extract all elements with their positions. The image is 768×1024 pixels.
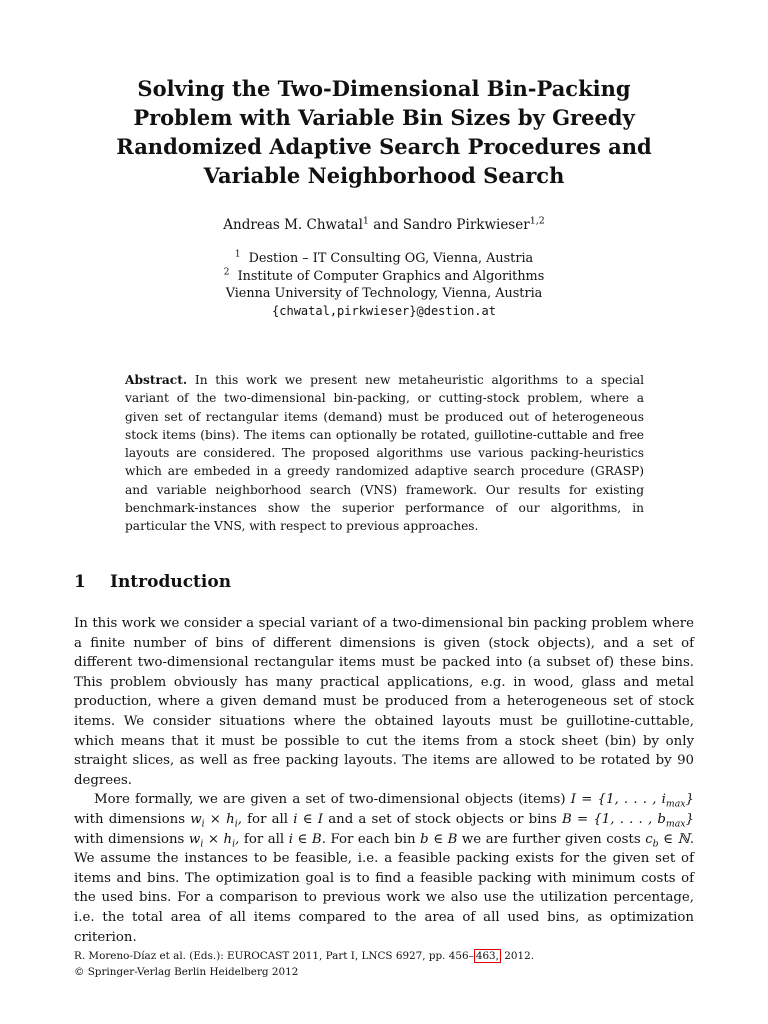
math-item-dims: $w_i \times h_i$,	[190, 811, 242, 830]
title-line-1: Solving the Two-Dimensional Bin-Packing	[137, 76, 631, 101]
citation-year: 2012.	[500, 950, 535, 962]
p2-text-c: for all	[241, 811, 294, 827]
p2-text-d: and a set of stock objects or bins	[323, 811, 563, 827]
p2-text-i: . We assume the instances to be feasible, i.e. a feasible packing exists for the given set of items and bins. The optimization goal is to find a feasible packing with minimum costs of the used bins. For a comparison to previous work we also use the utilization percentage, i.e. the total area of all items compared to the area of all used bins, as optimization criterion.	[74, 831, 694, 945]
section-number: 1	[74, 572, 86, 592]
paragraph-1: In this work we consider a special variant of a two-dimensional bin packing problem where a finite number of bins of different dimensions is given (stock objects), and a set of different two-dimensional rectangular items must be packed into (a subset of) these bins. This problem obviously has many practical applications, e.g. in wood, glass and metal production, where a given demand must be produced from a heterogeneous set of stock items. We consider situations where the obtained layouts must be guillotine-cuttable, which means that it must be possible to cut the items from a stock sheet (bin) by only straight slices, as well as free packing layouts. The items are allowed to be rotated by 90 degrees.	[74, 616, 694, 788]
author-list	[0, 217, 768, 233]
p2-text-a: More formally, we are given a set of two-dimensional objects (items)	[94, 792, 571, 808]
author-1-affil-mark: 1	[362, 215, 369, 227]
p2-text-h: we are further given costs	[457, 831, 646, 847]
paragraph-2	[74, 790, 694, 947]
author-separator: and	[368, 217, 403, 233]
p2-text-e: with dimensions	[74, 831, 189, 847]
author-2-affil-mark: 1,2	[529, 215, 545, 227]
p2-text-g: . For each bin	[321, 831, 421, 847]
abstract-text: In this work we present new metaheuristic algorithms to a special variant of the two-dimensional bin-packing, or cutting-stock problem, where a given set of rectangular items (demand) must be produced out of heterogeneous stock items (bins). The items can optionally be rotated, guillotine-cuttable and free layouts are considered. The proposed algorithms use various packing-heuristics which are embeded in a greedy randomized adaptive search procedure (GRASP) and variable neighborhood search (VNS) framework. Our results for existing benchmark-instances show the superior performance of our algorithms, in particular the VNS, with respect to previous approaches.	[125, 373, 644, 534]
abstract-label: Abstract.	[125, 373, 188, 387]
author-email[interactable]: {chwatal,pirkwieser}@destion.at	[272, 303, 496, 318]
section-title: Introduction	[110, 572, 232, 592]
title-line-2: Problem with Variable Bin Sizes by Greedy	[133, 105, 635, 130]
math-bin-dims: $w_i \times h_i$,	[188, 831, 240, 850]
affiliation-2-text: Institute of Computer Graphics and Algorithms	[237, 268, 545, 284]
page-range-link[interactable]: 463,	[475, 950, 499, 962]
affiliation-1	[0, 250, 768, 268]
affiliation-2-line-2: Vienna University of Technology, Vienna, Austria	[225, 286, 543, 301]
p2-text-b: with dimensions	[74, 811, 191, 827]
abstract	[125, 371, 644, 536]
math-b-in-B: b ∈ B	[420, 831, 458, 847]
math-costs: $c_b$ ∈ ℕ	[645, 831, 690, 850]
paper-title	[60, 74, 708, 190]
affiliation-1-text: Destion – IT Consulting OG, Vienna, Austria	[248, 251, 534, 266]
section-body	[74, 614, 694, 947]
page-footer	[74, 949, 534, 980]
section-heading	[74, 572, 231, 592]
author-name-1: Andreas M. Chwatal	[223, 217, 363, 233]
affiliation-2-mark: 2	[223, 267, 230, 278]
copyright-line: © Springer-Verlag Berlin Heidelberg 2012	[74, 965, 299, 978]
author-name-2: Sandro Pirkwieser	[402, 217, 530, 233]
math-i-in-B: i ∈ B	[288, 831, 322, 847]
affiliations	[0, 250, 768, 320]
math-item-set: I = {1, . . . , $i_{max}$}	[570, 792, 694, 810]
affiliation-1-mark: 1	[234, 249, 241, 260]
affiliation-2	[0, 268, 768, 286]
math-bin-set: B = {1, . . . , $b_{max}$}	[562, 811, 694, 830]
title-line-4: Variable Neighborhood Search	[203, 163, 565, 188]
citation-line	[74, 949, 534, 965]
title-line-3: Randomized Adaptive Search Procedures and	[116, 134, 652, 159]
citation-text: R. Moreno-Díaz et al. (Eds.): EUROCAST 2011, Part I, LNCS 6927, pp. 456–	[74, 950, 474, 962]
p2-text-f: for all	[239, 831, 289, 847]
math-i-in-I: i ∈ I	[293, 811, 324, 827]
